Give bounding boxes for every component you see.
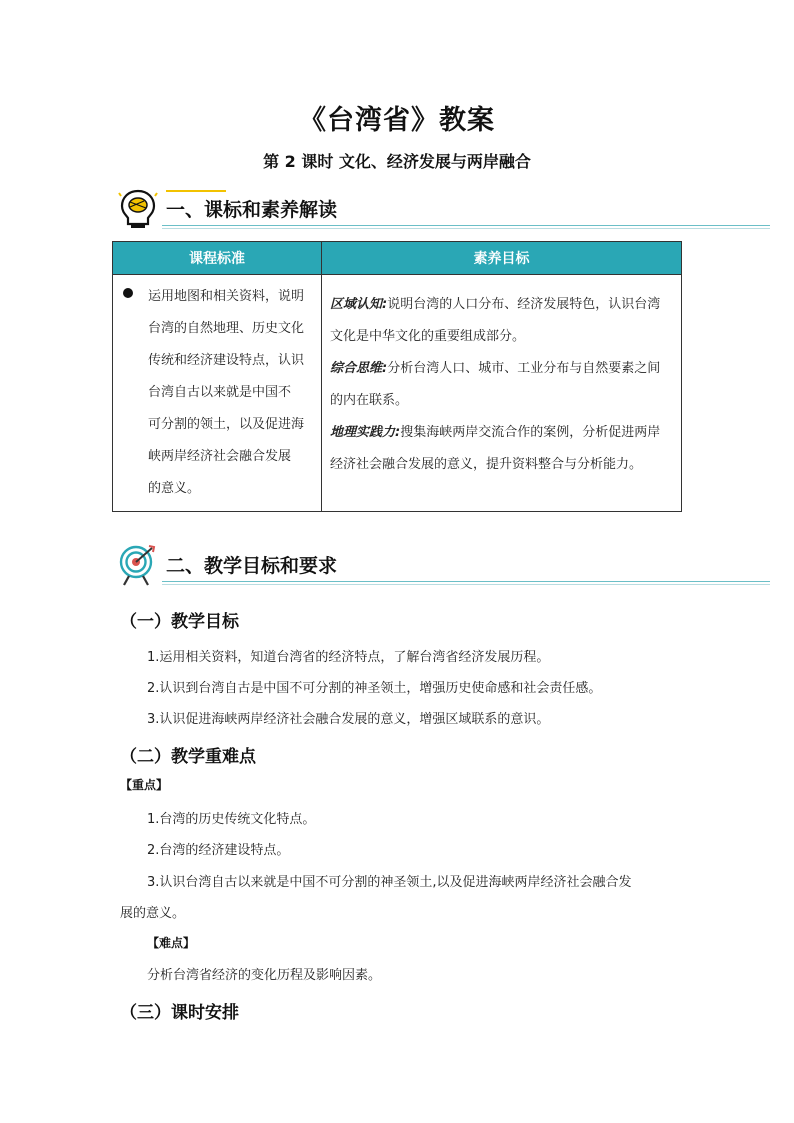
goal-text: 搜集海峡两岸交流合作的案例，分析促进两岸经济社会融合发展的意义，提升资料整合与分析能力。 [330,425,661,472]
key-point-item: 1.台湾的历史传统文化特点。 [147,812,316,827]
target-icon [118,544,158,586]
difficult-point-text: 分析台湾省经济的变化历程及影响因素。 [147,968,382,983]
goal-text: 分析台湾人口、城市、工业分布与自然要素之间的内在联系。 [330,361,661,408]
standard-text [121,281,315,505]
table-header-goals: 素养目标 [322,242,682,275]
goal-key: 地理实践力: [330,425,401,440]
lightbulb-icon [118,188,158,230]
section-title: 二、教学目标和要求 [166,555,338,577]
standard-line: 的意义。 [148,481,201,496]
standard-line: 运用地图和相关资料，说明 [148,289,305,304]
subsection-heading: （一）教学目标 [120,612,239,632]
heading-rule-light [162,584,770,585]
goals-cell [322,275,682,512]
objective-item: 2.认识到台湾自古是中国不可分割的神圣领土，增强历史使命感和社会责任感。 [147,681,602,696]
goal-text: 说明台湾的人口分布、经济发展特色，认识台湾文化是中华文化的重要组成部分。 [330,297,661,344]
goal-key: 区域认知: [330,297,388,312]
goal-regional [330,289,673,353]
key-points-label: 【重点】 [120,778,169,792]
goal-integrated [330,353,673,417]
standards-table [112,241,682,512]
standard-line: 台湾自古以来就是中国不 [148,385,292,400]
document-subtitle: 第 2 课时 文化、经济发展与两岸融合 [263,152,531,171]
standard-line: 峡两岸经济社会融合发展 [148,449,292,464]
standard-cell [113,275,322,512]
section-title: 一、课标和素养解读 [166,199,338,221]
heading-rule [162,225,770,226]
objective-item: 1.运用相关资料，知道台湾省的经济特点，了解台湾省经济发展历程。 [147,650,550,665]
key-point-item: 2.台湾的经济建设特点。 [147,843,290,858]
objective-item: 3.认识促进海峡两岸经济社会融合发展的意义，增强区域联系的意识。 [147,712,550,727]
section-heading-standards [118,188,770,230]
difficult-points-label: 【难点】 [147,936,196,950]
key-point-item: 3.认识台湾自古以来就是中国不可分割的神圣领土,以及促进海峡两岸经济社会融合发 [147,875,632,890]
heading-accent-line [166,190,226,192]
heading-rule [162,581,770,582]
standard-line: 可分割的领土，以及促进海 [148,417,305,432]
heading-rule-light [162,228,770,229]
subsection-heading: （三）课时安排 [120,1003,239,1023]
table-header-row [113,242,682,275]
bullet-icon [123,288,133,298]
table-row [113,275,682,512]
subsection-heading: （二）教学重难点 [120,747,256,767]
goal-key: 综合思维: [330,361,388,376]
key-point-item-continued: 展的意义。 [120,906,186,921]
document-title: 《台湾省》教案 [299,105,495,136]
standard-line: 传统和经济建设特点，认识 [148,353,305,368]
goal-practice [330,417,673,481]
table-header-standard: 课程标准 [113,242,322,275]
section-heading-objectives [118,544,770,586]
standard-line: 台湾的自然地理、历史文化 [148,321,305,336]
